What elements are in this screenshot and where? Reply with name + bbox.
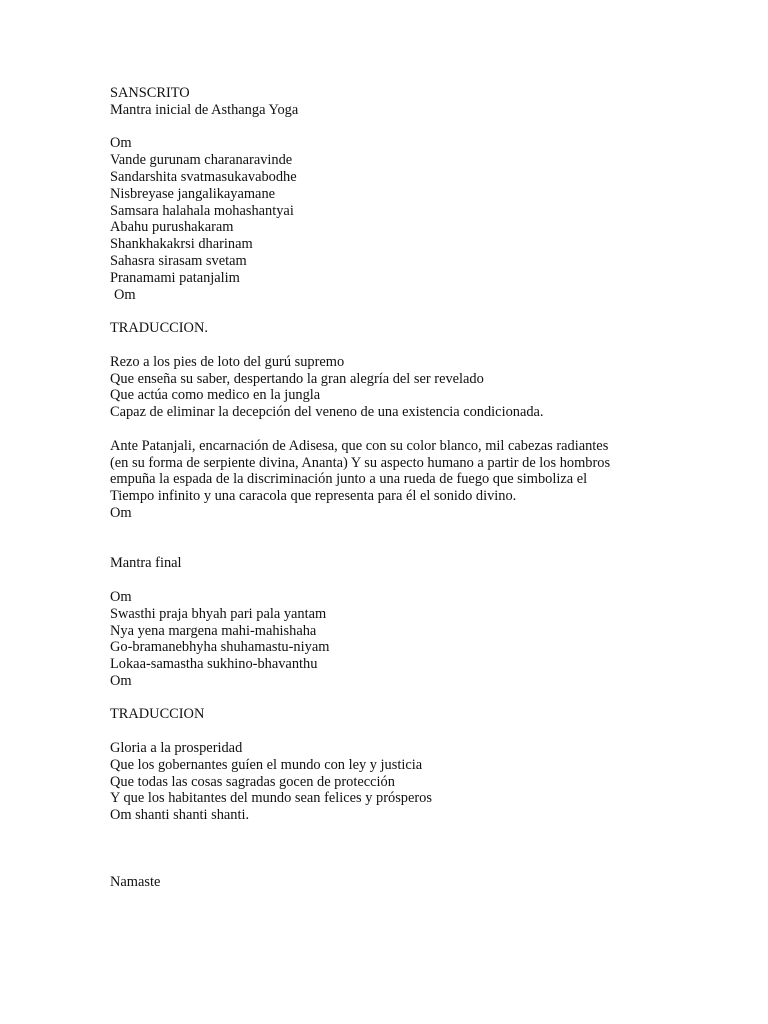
traduccion-line: Y que los habitantes del mundo sean felices y prósperos bbox=[110, 790, 432, 807]
mantra-inicial-block bbox=[110, 135, 730, 303]
document-page bbox=[110, 85, 730, 891]
traduccion-line: Ante Patanjali, encarnación de Adisesa, que con su color blanco, mil cabezas radiantes bbox=[110, 437, 609, 454]
traduccion-line: Que todas las cosas sagradas gocen de protección bbox=[110, 773, 395, 790]
traduccion-final-block bbox=[110, 740, 730, 824]
mantra-line: Swasthi praja bhyah pari pala yantam bbox=[110, 605, 327, 622]
mantra-line: Shankhakakrsi dharinam bbox=[110, 236, 253, 253]
traduccion-paragraph-2 bbox=[110, 438, 730, 522]
traduccion-line: Om shanti shanti shanti. bbox=[110, 807, 250, 824]
mantra-line: Vande gurunam charanaravinde bbox=[110, 152, 293, 169]
mantra-line: Go-bramanebhyha shuhamastu-niyam bbox=[110, 639, 330, 656]
traduccion-line: Tiempo infinito y una caracola que representa para él el sonido divino. bbox=[110, 488, 517, 505]
mantra-line: Om bbox=[114, 286, 136, 303]
closing-namaste: Namaste bbox=[110, 874, 161, 891]
traduccion-paragraph-1 bbox=[110, 354, 730, 421]
traduccion-line: Om bbox=[110, 504, 132, 521]
section-heading-sanscrito: SANSCRITO bbox=[110, 85, 190, 101]
traduccion-heading: TRADUCCION. bbox=[110, 320, 208, 337]
spacer bbox=[110, 690, 730, 707]
mantra-line: Nya yena margena mahi-mahishaha bbox=[110, 622, 317, 639]
spacer bbox=[110, 522, 730, 556]
section-subtitle: Mantra inicial de Asthanga Yoga bbox=[110, 101, 299, 118]
mantra-line: Samsara halahala mohashantyai bbox=[110, 202, 294, 219]
traduccion-line: Rezo a los pies de loto del gurú supremo bbox=[110, 353, 345, 370]
mantra-line: Om bbox=[110, 672, 132, 689]
mantra-line: Om bbox=[110, 588, 132, 605]
mantra-line: Abahu purushakaram bbox=[110, 219, 234, 236]
spacer bbox=[110, 858, 730, 875]
traduccion-line: Que actúa como medico en la jungla bbox=[110, 387, 321, 404]
traduccion-line: Capaz de eliminar la decepción del veneno de una existencia condicionada. bbox=[110, 404, 544, 421]
mantra-line: Sandarshita svatmasukavabodhe bbox=[110, 168, 297, 185]
traduccion-line: empuña la espada de la discriminación junto a una rueda de fuego que simboliza el bbox=[110, 471, 588, 488]
traduccion-line: Que enseña su saber, despertando la gran alegría del ser revelado bbox=[110, 370, 484, 387]
mantra-line: Om bbox=[110, 135, 132, 152]
mantra-line: Sahasra sirasam svetam bbox=[110, 252, 247, 269]
spacer bbox=[110, 723, 730, 740]
mantra-line: Nisbreyase jangalikayamane bbox=[110, 185, 276, 202]
spacer bbox=[110, 421, 730, 438]
spacer bbox=[110, 303, 730, 320]
traduccion-line: Gloria a la prosperidad bbox=[110, 740, 243, 757]
spacer bbox=[110, 337, 730, 354]
traduccion-line: Que los gobernantes guíen el mundo con ley y justicia bbox=[110, 756, 423, 773]
mantra-line: Pranamami patanjalim bbox=[110, 269, 240, 286]
spacer bbox=[110, 119, 730, 136]
mantra-line: Lokaa-samastha sukhino-bhavanthu bbox=[110, 656, 318, 673]
mantra-final-block bbox=[110, 589, 730, 690]
spacer bbox=[110, 572, 730, 589]
spacer bbox=[110, 824, 730, 858]
mantra-final-heading: Mantra final bbox=[110, 555, 182, 572]
traduccion-heading: TRADUCCION bbox=[110, 706, 205, 723]
traduccion-line: (en su forma de serpiente divina, Ananta) Y su aspecto humano a partir de los hombros bbox=[110, 454, 611, 471]
